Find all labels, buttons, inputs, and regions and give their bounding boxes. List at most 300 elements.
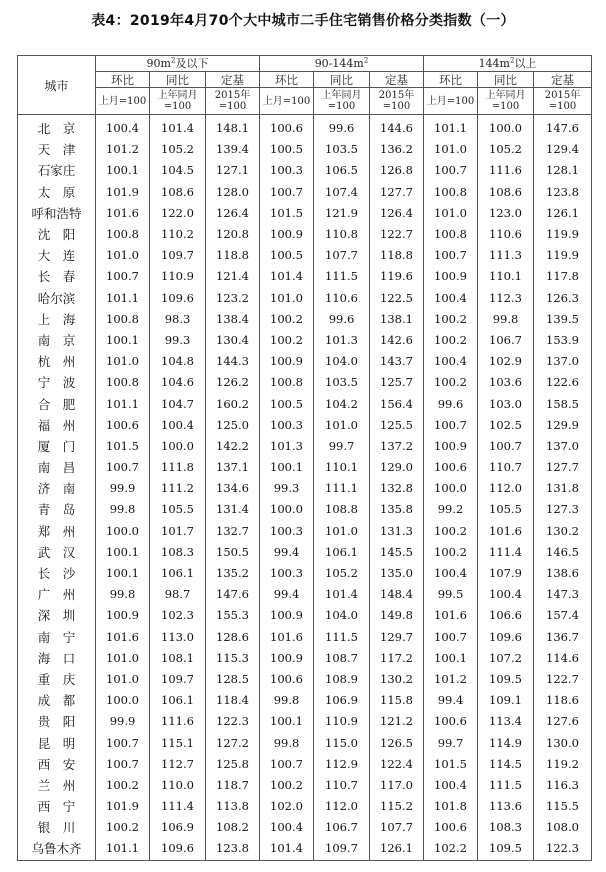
index-value-cell: 122.3	[534, 838, 592, 860]
table-row	[18, 182, 592, 203]
table-row	[18, 245, 592, 266]
group-header-large: $144m^2$以上	[424, 56, 592, 72]
index-value-cell: 123.0	[478, 203, 534, 224]
index-value-cell: 108.3	[478, 817, 534, 838]
city-name-cell: 呼和浩特	[18, 203, 96, 224]
table-row	[18, 838, 592, 860]
index-value-cell: 100.3	[260, 563, 314, 584]
city-name-cell: 贵 阳	[18, 711, 96, 732]
index-value-cell: 100.6	[424, 817, 478, 838]
index-value-cell: 109.5	[478, 669, 534, 690]
sub-header-mom: 环比	[424, 72, 478, 88]
index-value-cell: 108.1	[150, 648, 206, 669]
index-value-cell: 103.5	[314, 139, 370, 160]
city-name-cell: 哈尔滨	[18, 288, 96, 309]
index-value-cell: 142.6	[370, 330, 424, 351]
index-value-cell: 100.7	[424, 415, 478, 436]
index-value-cell: 115.5	[534, 796, 592, 817]
index-value-cell: 110.1	[314, 457, 370, 478]
table-row	[18, 351, 592, 372]
index-value-cell: 100.1	[424, 648, 478, 669]
index-value-cell: 100.4	[260, 817, 314, 838]
index-value-cell: 121.2	[370, 711, 424, 732]
index-value-cell: 106.9	[150, 817, 206, 838]
index-value-cell: 100.0	[260, 499, 314, 520]
index-value-cell: 101.3	[314, 330, 370, 351]
price-index-table	[17, 55, 592, 861]
index-value-cell: 127.1	[206, 160, 260, 181]
index-value-cell: 102.0	[260, 796, 314, 817]
index-value-cell: 101.4	[314, 584, 370, 605]
index-value-cell: 112.0	[314, 796, 370, 817]
index-value-cell: 109.6	[150, 838, 206, 860]
index-value-cell: 101.8	[424, 796, 478, 817]
index-value-cell: 107.7	[314, 245, 370, 266]
table-title: 表4：2019年4月70个大中城市二手住宅销售价格分类指数（一）	[91, 13, 515, 29]
index-value-cell: 108.2	[206, 817, 260, 838]
index-value-cell: 104.0	[314, 351, 370, 372]
index-value-cell: 99.8	[260, 732, 314, 753]
table-row	[18, 521, 592, 542]
index-value-cell: 100.4	[424, 351, 478, 372]
city-name-cell: 深 圳	[18, 605, 96, 626]
index-value-cell: 101.0	[314, 521, 370, 542]
city-name-cell: 大 连	[18, 245, 96, 266]
sub-header-yoy: 同比	[478, 72, 534, 88]
index-value-cell: 137.0	[534, 436, 592, 457]
city-name-cell: 海 口	[18, 648, 96, 669]
index-value-cell: 122.6	[534, 372, 592, 393]
base-label-mom: 上月=100	[260, 88, 314, 115]
group-header-medium: $90-144m^2$	[260, 56, 424, 72]
index-value-cell: 155.3	[206, 605, 260, 626]
index-value-cell: 106.1	[150, 690, 206, 711]
index-value-cell: 101.6	[96, 627, 150, 648]
index-value-cell: 137.1	[206, 457, 260, 478]
index-value-cell: 101.5	[96, 436, 150, 457]
index-value-cell: 147.6	[206, 584, 260, 605]
index-value-cell: 104.0	[314, 605, 370, 626]
index-value-cell: 122.7	[534, 669, 592, 690]
city-name-cell: 成 都	[18, 690, 96, 711]
table-row	[18, 690, 592, 711]
index-value-cell: 100.4	[96, 115, 150, 140]
index-value-cell: 108.9	[314, 669, 370, 690]
index-value-cell: 114.6	[534, 648, 592, 669]
index-value-cell: 100.4	[424, 288, 478, 309]
base-label-fixed: 2015年=100	[206, 88, 260, 115]
index-value-cell: 100.1	[96, 160, 150, 181]
index-value-cell: 110.6	[314, 288, 370, 309]
index-value-cell: 121.4	[206, 266, 260, 287]
index-value-cell: 101.9	[96, 796, 150, 817]
index-value-cell: 101.0	[424, 139, 478, 160]
index-value-cell: 126.1	[534, 203, 592, 224]
index-value-cell: 99.8	[478, 309, 534, 330]
index-value-cell: 122.4	[370, 754, 424, 775]
city-name-cell: 南 宁	[18, 627, 96, 648]
index-value-cell: 108.0	[534, 817, 592, 838]
index-value-cell: 104.5	[150, 160, 206, 181]
index-value-cell: 139.5	[534, 309, 592, 330]
table-row	[18, 648, 592, 669]
index-value-cell: 120.8	[206, 224, 260, 245]
index-value-cell: 100.2	[260, 309, 314, 330]
index-value-cell: 100.0	[424, 478, 478, 499]
index-value-cell: 111.4	[478, 542, 534, 563]
index-value-cell: 135.0	[370, 563, 424, 584]
index-value-cell: 98.3	[150, 309, 206, 330]
index-value-cell: 111.4	[150, 796, 206, 817]
table-row	[18, 563, 592, 584]
index-value-cell: 147.6	[534, 115, 592, 140]
table-row	[18, 542, 592, 563]
index-value-cell: 108.3	[150, 542, 206, 563]
table-row	[18, 436, 592, 457]
index-value-cell: 101.4	[260, 266, 314, 287]
index-value-cell: 101.0	[314, 415, 370, 436]
index-value-cell: 100.9	[424, 436, 478, 457]
index-value-cell: 117.8	[534, 266, 592, 287]
index-value-cell: 100.4	[478, 584, 534, 605]
index-value-cell: 100.1	[96, 330, 150, 351]
table-row	[18, 288, 592, 309]
city-name-cell: 福 州	[18, 415, 96, 436]
index-value-cell: 115.8	[370, 690, 424, 711]
index-value-cell: 105.2	[478, 139, 534, 160]
index-value-cell: 104.6	[150, 372, 206, 393]
index-value-cell: 109.7	[150, 669, 206, 690]
index-value-cell: 99.7	[424, 732, 478, 753]
index-value-cell: 100.1	[96, 563, 150, 584]
table-row	[18, 372, 592, 393]
index-value-cell: 101.3	[260, 436, 314, 457]
index-value-cell: 99.6	[314, 309, 370, 330]
index-value-cell: 125.5	[370, 415, 424, 436]
table-row	[18, 393, 592, 414]
index-value-cell: 123.2	[206, 288, 260, 309]
index-value-cell: 101.5	[260, 203, 314, 224]
index-value-cell: 100.2	[424, 330, 478, 351]
index-value-cell: 101.1	[96, 393, 150, 414]
index-value-cell: 100.2	[424, 521, 478, 542]
index-value-cell: 153.9	[534, 330, 592, 351]
index-value-cell: 156.4	[370, 393, 424, 414]
index-value-cell: 98.7	[150, 584, 206, 605]
index-value-cell: 134.6	[206, 478, 260, 499]
index-value-cell: 100.0	[150, 436, 206, 457]
index-value-cell: 148.4	[370, 584, 424, 605]
index-value-cell: 100.7	[424, 627, 478, 648]
index-value-cell: 100.8	[260, 372, 314, 393]
index-value-cell: 104.2	[314, 393, 370, 414]
index-value-cell: 109.7	[314, 838, 370, 860]
city-name-cell: 郑 州	[18, 521, 96, 542]
table-row	[18, 796, 592, 817]
index-value-cell: 102.3	[150, 605, 206, 626]
index-value-cell: 101.1	[96, 838, 150, 860]
index-value-cell: 99.4	[424, 690, 478, 711]
index-value-cell: 125.0	[206, 415, 260, 436]
table-row	[18, 457, 592, 478]
index-value-cell: 127.3	[534, 499, 592, 520]
index-value-cell: 142.2	[206, 436, 260, 457]
table-row	[18, 478, 592, 499]
index-value-cell: 107.4	[314, 182, 370, 203]
index-value-cell: 100.8	[96, 224, 150, 245]
index-value-cell: 101.9	[96, 182, 150, 203]
index-value-cell: 100.4	[424, 775, 478, 796]
index-value-cell: 100.7	[260, 754, 314, 775]
index-value-cell: 126.2	[206, 372, 260, 393]
index-value-cell: 160.2	[206, 393, 260, 414]
index-value-cell: 106.7	[478, 330, 534, 351]
index-value-cell: 129.4	[534, 139, 592, 160]
index-value-cell: 100.6	[260, 115, 314, 140]
index-value-cell: 109.6	[150, 288, 206, 309]
index-value-cell: 100.7	[96, 754, 150, 775]
index-value-cell: 107.7	[370, 817, 424, 838]
index-value-cell: 131.4	[206, 499, 260, 520]
index-value-cell: 108.8	[314, 499, 370, 520]
index-value-cell: 111.1	[314, 478, 370, 499]
index-value-cell: 100.7	[96, 732, 150, 753]
index-value-cell: 125.7	[370, 372, 424, 393]
index-value-cell: 118.7	[206, 775, 260, 796]
table-row	[18, 499, 592, 520]
index-value-cell: 115.1	[150, 732, 206, 753]
base-label-yoy: 上年同月=100	[478, 88, 534, 115]
index-value-cell: 100.9	[96, 605, 150, 626]
table-row	[18, 224, 592, 245]
index-value-cell: 100.2	[96, 817, 150, 838]
index-value-cell: 100.7	[424, 160, 478, 181]
index-value-cell: 112.3	[478, 288, 534, 309]
index-value-cell: 100.7	[260, 182, 314, 203]
index-value-cell: 157.4	[534, 605, 592, 626]
city-name-cell: 上 海	[18, 309, 96, 330]
index-value-cell: 112.7	[150, 754, 206, 775]
index-value-cell: 99.3	[260, 478, 314, 499]
index-value-cell: 100.0	[478, 115, 534, 140]
sub-header-yoy: 同比	[314, 72, 370, 88]
sub-header-base: 定基	[534, 72, 592, 88]
index-value-cell: 101.7	[150, 521, 206, 542]
sub-header-base: 定基	[370, 72, 424, 88]
index-value-cell: 122.7	[370, 224, 424, 245]
index-value-cell: 126.4	[206, 203, 260, 224]
index-value-cell: 108.7	[314, 648, 370, 669]
index-value-cell: 137.0	[534, 351, 592, 372]
index-value-cell: 119.9	[534, 224, 592, 245]
index-value-cell: 100.8	[424, 182, 478, 203]
index-value-cell: 130.0	[534, 732, 592, 753]
table-row	[18, 605, 592, 626]
index-value-cell: 101.0	[96, 648, 150, 669]
index-value-cell: 110.2	[150, 224, 206, 245]
index-value-cell: 110.1	[478, 266, 534, 287]
index-value-cell: 109.1	[478, 690, 534, 711]
index-value-cell: 100.9	[260, 605, 314, 626]
index-value-cell: 117.2	[370, 648, 424, 669]
index-value-cell: 150.5	[206, 542, 260, 563]
table-row	[18, 160, 592, 181]
city-name-cell: 西 安	[18, 754, 96, 775]
table-row	[18, 754, 592, 775]
index-value-cell: 100.2	[96, 775, 150, 796]
index-value-cell: 127.2	[206, 732, 260, 753]
index-value-cell: 100.7	[478, 436, 534, 457]
index-value-cell: 100.7	[424, 245, 478, 266]
index-value-cell: 127.7	[370, 182, 424, 203]
index-value-cell: 100.1	[96, 542, 150, 563]
index-value-cell: 111.5	[478, 775, 534, 796]
city-name-cell: 西 宁	[18, 796, 96, 817]
index-value-cell: 119.2	[534, 754, 592, 775]
index-value-cell: 102.5	[478, 415, 534, 436]
index-value-cell: 101.5	[424, 754, 478, 775]
city-name-cell: 长 沙	[18, 563, 96, 584]
index-value-cell: 128.6	[206, 627, 260, 648]
index-value-cell: 101.0	[96, 351, 150, 372]
index-value-cell: 100.1	[260, 457, 314, 478]
index-value-cell: 129.0	[370, 457, 424, 478]
index-value-cell: 109.7	[150, 245, 206, 266]
index-value-cell: 129.9	[534, 415, 592, 436]
city-name-cell: 天 津	[18, 139, 96, 160]
index-value-cell: 126.1	[370, 838, 424, 860]
city-name-cell: 北 京	[18, 115, 96, 140]
table-row	[18, 139, 592, 160]
index-value-cell: 100.9	[424, 266, 478, 287]
index-value-cell: 110.9	[314, 711, 370, 732]
index-value-cell: 103.5	[314, 372, 370, 393]
index-value-cell: 100.2	[424, 309, 478, 330]
index-value-cell: 115.2	[370, 796, 424, 817]
table-row	[18, 669, 592, 690]
index-value-cell: 122.5	[370, 288, 424, 309]
index-value-cell: 138.1	[370, 309, 424, 330]
index-value-cell: 99.2	[424, 499, 478, 520]
index-value-cell: 127.6	[534, 711, 592, 732]
index-value-cell: 126.4	[370, 203, 424, 224]
index-value-cell: 100.8	[424, 224, 478, 245]
index-value-cell: 104.8	[150, 351, 206, 372]
index-value-cell: 130.2	[370, 669, 424, 690]
index-value-cell: 126.5	[370, 732, 424, 753]
index-value-cell: 100.7	[96, 266, 150, 287]
index-value-cell: 127.7	[534, 457, 592, 478]
index-value-cell: 114.9	[478, 732, 534, 753]
city-name-cell: 长 春	[18, 266, 96, 287]
index-value-cell: 100.9	[260, 351, 314, 372]
index-value-cell: 131.8	[534, 478, 592, 499]
index-value-cell: 119.9	[534, 245, 592, 266]
index-value-cell: 128.1	[534, 160, 592, 181]
index-value-cell: 113.0	[150, 627, 206, 648]
city-name-cell: 乌鲁木齐	[18, 838, 96, 860]
index-value-cell: 132.8	[370, 478, 424, 499]
city-name-cell: 石家庄	[18, 160, 96, 181]
index-value-cell: 115.0	[314, 732, 370, 753]
index-value-cell: 129.7	[370, 627, 424, 648]
index-value-cell: 107.9	[478, 563, 534, 584]
index-value-cell: 118.4	[206, 690, 260, 711]
index-value-cell: 148.1	[206, 115, 260, 140]
index-value-cell: 111.6	[150, 711, 206, 732]
index-value-cell: 100.5	[260, 245, 314, 266]
table-header	[18, 56, 592, 115]
index-value-cell: 99.8	[96, 584, 150, 605]
city-name-cell: 太 原	[18, 182, 96, 203]
index-value-cell: 101.4	[260, 838, 314, 860]
index-value-cell: 101.0	[424, 203, 478, 224]
index-value-cell: 111.2	[150, 478, 206, 499]
city-name-cell: 宁 波	[18, 372, 96, 393]
index-value-cell: 100.8	[96, 309, 150, 330]
index-value-cell: 112.0	[478, 478, 534, 499]
index-value-cell: 113.6	[478, 796, 534, 817]
city-name-cell: 广 州	[18, 584, 96, 605]
index-value-cell: 116.3	[534, 775, 592, 796]
index-value-cell: 100.0	[96, 521, 150, 542]
index-value-cell: 108.6	[150, 182, 206, 203]
index-value-cell: 103.6	[478, 372, 534, 393]
index-value-cell: 101.6	[424, 605, 478, 626]
index-value-cell: 101.2	[96, 139, 150, 160]
index-value-cell: 117.0	[370, 775, 424, 796]
index-value-cell: 137.2	[370, 436, 424, 457]
sub-header-yoy: 同比	[150, 72, 206, 88]
index-value-cell: 118.6	[534, 690, 592, 711]
index-value-cell: 138.4	[206, 309, 260, 330]
sub-header-mom: 环比	[96, 72, 150, 88]
index-value-cell: 118.8	[206, 245, 260, 266]
index-value-cell: 101.1	[424, 115, 478, 140]
index-value-cell: 110.9	[150, 266, 206, 287]
index-value-cell: 100.3	[260, 160, 314, 181]
index-value-cell: 122.0	[150, 203, 206, 224]
index-value-cell: 113.8	[206, 796, 260, 817]
index-value-cell: 105.5	[478, 499, 534, 520]
index-value-cell: 123.8	[206, 838, 260, 860]
base-label-mom: 上月=100	[424, 88, 478, 115]
index-value-cell: 100.2	[260, 775, 314, 796]
index-value-cell: 110.8	[314, 224, 370, 245]
index-value-cell: 106.7	[314, 817, 370, 838]
index-value-cell: 115.3	[206, 648, 260, 669]
index-value-cell: 125.8	[206, 754, 260, 775]
index-value-cell: 101.4	[150, 115, 206, 140]
sub-header-mom: 环比	[260, 72, 314, 88]
index-value-cell: 136.2	[370, 139, 424, 160]
index-value-cell: 100.7	[96, 457, 150, 478]
index-value-cell: 143.7	[370, 351, 424, 372]
group-header-small: $90m^2$及以下	[96, 56, 260, 72]
city-name-cell: 厦 门	[18, 436, 96, 457]
table-row	[18, 775, 592, 796]
index-value-cell: 102.2	[424, 838, 478, 860]
index-value-cell: 101.6	[478, 521, 534, 542]
index-value-cell: 110.7	[314, 775, 370, 796]
index-value-cell: 99.5	[424, 584, 478, 605]
index-value-cell: 99.4	[260, 542, 314, 563]
index-value-cell: 112.9	[314, 754, 370, 775]
index-value-cell: 101.0	[260, 288, 314, 309]
city-column-header: 城市	[18, 56, 96, 115]
base-label-mom: 上月=100	[96, 88, 150, 115]
index-value-cell: 144.6	[370, 115, 424, 140]
